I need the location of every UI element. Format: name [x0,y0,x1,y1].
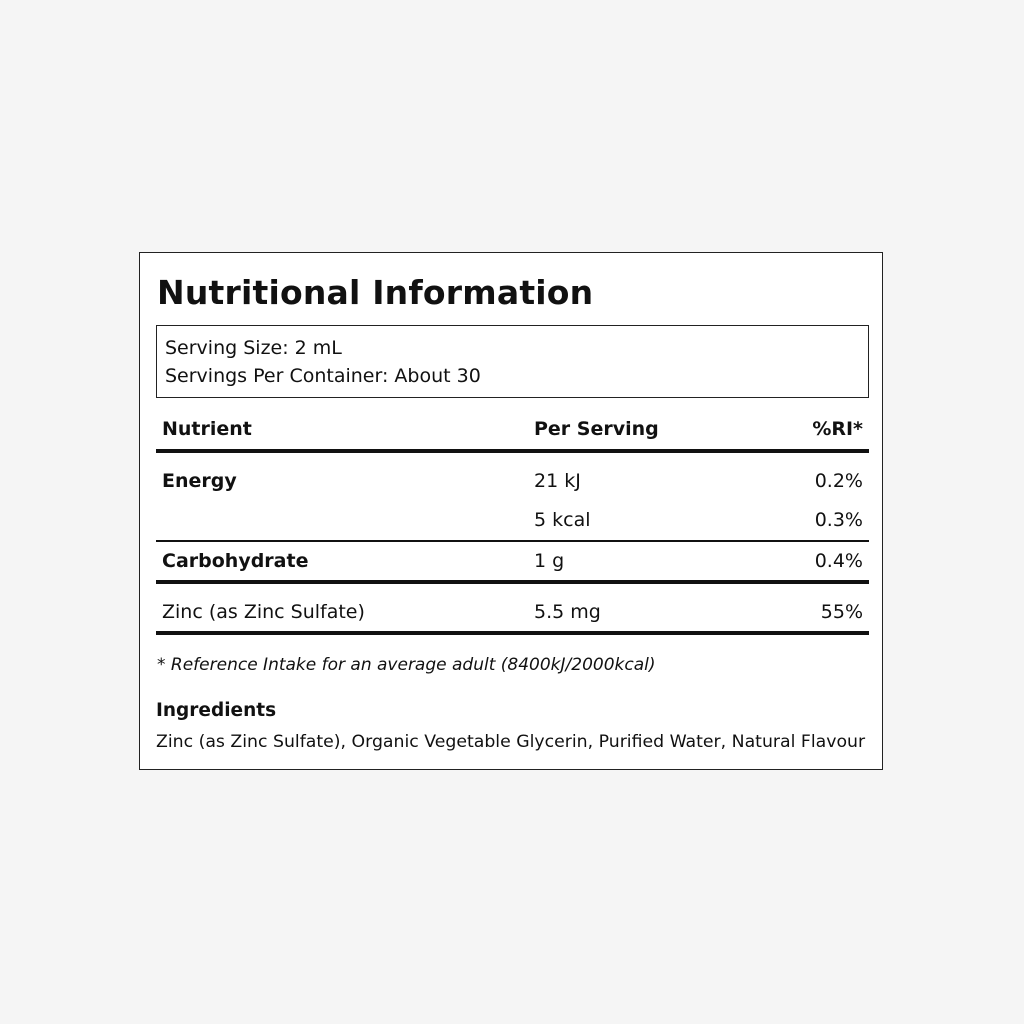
ri-value: 0.4% [814,550,863,572]
nutrient-name: Carbohydrate [162,550,309,572]
ri-value: 0.3% [814,509,863,531]
nutrient-name: Zinc (as Zinc Sulfate) [162,601,365,623]
header-nutrient: Nutrient [162,418,252,440]
label-title: Nutritional Information [157,273,594,312]
row-divider [156,540,869,542]
ri-footnote: * Reference Intake for an average adult (8400kJ/2000kcal) [157,655,656,675]
header-rule [156,449,869,453]
table-bottom-rule [156,631,869,635]
per-serving-value: 21 kJ [534,470,581,492]
serving-info-box [156,325,869,398]
ri-value: 55% [820,601,863,623]
serving-size: Serving Size: 2 mL [165,337,342,359]
per-serving-value: 5.5 mg [534,601,601,623]
nutrient-name: Energy [162,470,237,492]
ingredients-text: Zinc (as Zinc Sulfate), Organic Vegetable Glycerin, Purified Water, Natural Flavour [156,732,866,752]
section-rule [156,580,869,584]
nutrition-label [139,252,883,770]
ingredients-heading: Ingredients [156,700,277,721]
header-ri: %RI* [812,418,863,440]
per-serving-value: 1 g [534,550,565,572]
per-serving-value: 5 kcal [534,509,591,531]
header-per-serving: Per Serving [534,418,659,440]
servings-per-container: Servings Per Container: About 30 [165,365,481,387]
ri-value: 0.2% [814,470,863,492]
